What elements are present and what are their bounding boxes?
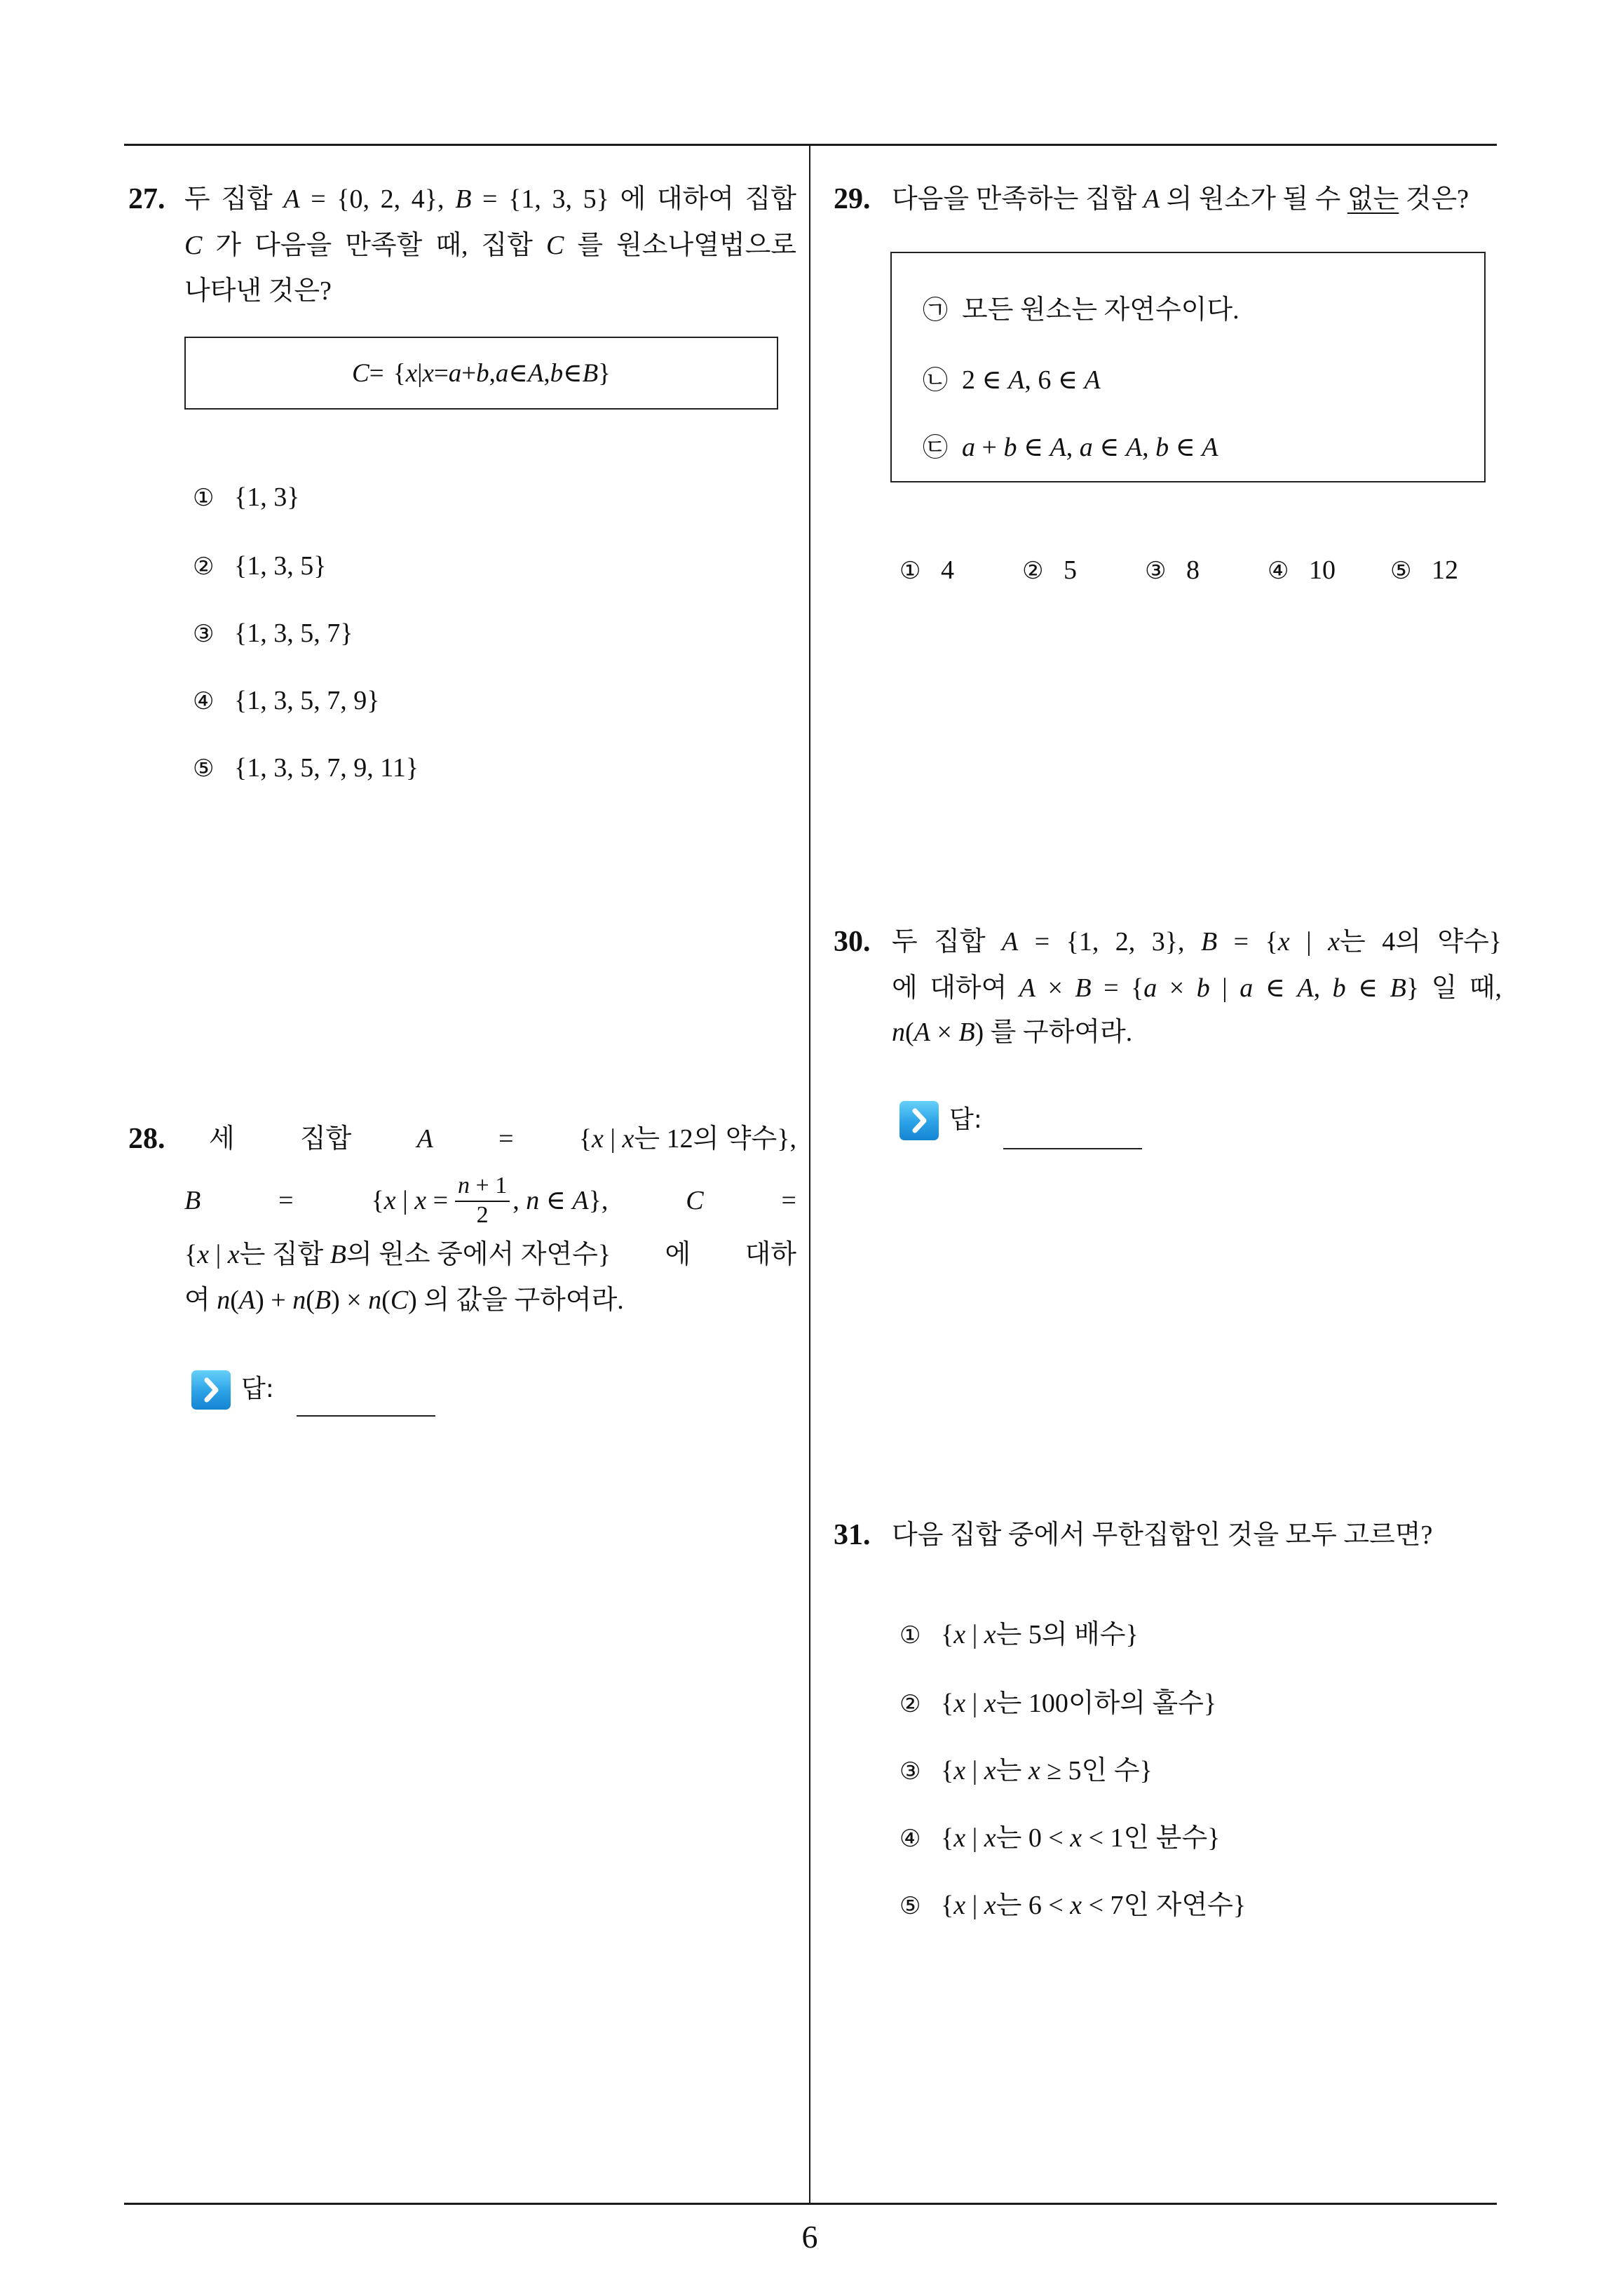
math-variable: A <box>1008 365 1025 395</box>
math-variable: x <box>414 1186 427 1215</box>
choice-number: ① <box>899 1621 921 1649</box>
choice-3 <box>1145 548 1200 593</box>
math-variable: n <box>526 1186 540 1215</box>
set-b-builder <box>372 1173 609 1229</box>
math-variable: x <box>953 1823 966 1853</box>
math-variable: x <box>953 1891 966 1920</box>
math-variable: x <box>1277 927 1290 957</box>
math-variable: a <box>962 433 975 462</box>
math-variable: B <box>1390 973 1406 1003</box>
question-number: 30. <box>834 926 871 958</box>
answer-label: 답: <box>241 1375 274 1403</box>
math-variable: b <box>1003 433 1017 462</box>
question-text-line-1: 두 집합 A = {1, 2, 3}, B = {x | x는 4의 약수} <box>892 927 1502 957</box>
choice-number: ② <box>1022 557 1044 585</box>
page-number: 6 <box>801 2219 818 2255</box>
math-variable: x <box>1070 1823 1082 1853</box>
math-variable: A <box>283 184 300 214</box>
question-text-line-1 <box>209 1116 796 1161</box>
math-variable: A <box>1202 433 1218 462</box>
math-variable: x <box>953 1689 966 1718</box>
choice-2 <box>193 543 326 588</box>
choice-1 <box>193 475 299 520</box>
math-variable: A <box>572 1186 589 1215</box>
choice-5 <box>1390 548 1458 593</box>
choice-1 <box>899 1612 1139 1657</box>
set-b-suffix: , n ∈ A}, <box>512 1186 609 1215</box>
choice-text: {1, 3, 5, 7} <box>234 619 353 648</box>
math-variable: n <box>892 1018 905 1047</box>
line-word <box>417 1116 433 1161</box>
math-variable: B <box>455 184 472 214</box>
equals-sign: = <box>278 1186 294 1215</box>
choice-text: {x | x는 0 < x < 1인 분수} <box>941 1823 1221 1853</box>
prompt-after: 것은? <box>1399 184 1469 214</box>
math-variable: A <box>238 1285 256 1315</box>
condition-text: a + b ∈ A, a ∈ A, b ∈ A <box>962 433 1218 462</box>
math-variable: x <box>984 1891 996 1920</box>
underlined-emphasis: 없는 <box>1347 184 1399 214</box>
bottom-rule <box>124 2203 1497 2205</box>
question-text: 다음 집합 중에서 무한집합인 것을 모두 고르면? <box>892 1520 1433 1550</box>
choice-number: ② <box>193 553 215 581</box>
math-variable: B <box>184 1186 201 1215</box>
line-word: 에 <box>665 1240 691 1269</box>
condition-box <box>184 337 778 410</box>
chevron-right-icon <box>191 1370 231 1410</box>
choice-number: ① <box>193 484 215 512</box>
math-variable: C <box>352 358 369 388</box>
prompt-before: 다음을 만족하는 집합 A 의 원소가 될 수 <box>892 184 1347 214</box>
math-variable: x <box>405 358 418 388</box>
line-word: 대하 <box>745 1240 796 1269</box>
math-variable: x <box>984 1823 996 1853</box>
choice-text: 4 <box>941 555 954 585</box>
math-variable: B <box>582 358 599 388</box>
line-word: 집합 <box>299 1124 352 1154</box>
math-variable: n <box>458 1173 470 1198</box>
math-variable: A <box>1125 433 1143 462</box>
choice-number: ⑤ <box>1390 557 1412 585</box>
question-text-line-3: n(A × B) 를 구하여라. <box>892 1018 1133 1047</box>
choice-5 <box>899 1883 1246 1928</box>
choice-number: ③ <box>1145 557 1167 585</box>
math-variable: x <box>1028 1756 1040 1785</box>
math-variable: C <box>686 1186 704 1215</box>
math-variable: b <box>476 358 489 388</box>
question-number: 27. <box>128 183 165 215</box>
math-variable: x <box>1070 1891 1082 1920</box>
choice-3 <box>193 611 353 656</box>
fraction <box>455 1173 510 1229</box>
choice-number: ② <box>899 1690 921 1718</box>
math-variable: b <box>1196 973 1210 1003</box>
answer-blank-line <box>297 1415 435 1417</box>
choice-text: {1, 3} <box>234 482 300 512</box>
line-word: = <box>498 1124 514 1154</box>
choice-4 <box>1268 548 1336 593</box>
question-text-line-2 <box>184 1169 796 1232</box>
equals-sign: = <box>781 1186 796 1215</box>
math-variable: x <box>383 1186 396 1215</box>
condition-text: 모든 원소는 자연수이다. <box>962 295 1240 325</box>
choice-text: {1, 3, 5, 7, 9} <box>234 686 380 715</box>
math-variable: a <box>495 358 509 388</box>
set-b-prefix: {x | x = <box>371 1186 449 1215</box>
math-variable: n <box>368 1285 382 1315</box>
math-variable: x <box>953 1620 966 1649</box>
question-number: 31. <box>834 1519 871 1551</box>
choice-text: 10 <box>1309 555 1336 585</box>
choice-number: ③ <box>899 1757 921 1785</box>
choice-text: {1, 3, 5} <box>234 551 327 581</box>
math-variable: b <box>1155 433 1169 462</box>
math-variable: C <box>184 231 203 260</box>
question-text <box>892 177 1469 222</box>
math-variable: x <box>622 1124 634 1154</box>
choice-2 <box>1022 548 1077 593</box>
math-variable: x <box>984 1689 996 1718</box>
question-text-line-2: 에 대하여 A × B = {a × b | a ∈ A, b ∈ B} 일 때, <box>892 973 1502 1003</box>
choice-number: ④ <box>193 687 215 715</box>
math-variable: x <box>197 1240 210 1269</box>
question-number: 28. <box>128 1123 165 1155</box>
choice-number: ⑤ <box>193 755 215 783</box>
math-variable: A <box>1084 365 1101 395</box>
math-variable: x <box>984 1756 996 1785</box>
choice-number: ⑤ <box>899 1892 921 1920</box>
choice-4 <box>193 678 379 723</box>
math-variable: x <box>227 1240 240 1269</box>
math-variable: a <box>1143 973 1157 1003</box>
line-word: 세 <box>209 1124 235 1154</box>
math-variable: A <box>914 1018 930 1047</box>
math-variable: B <box>330 1240 346 1269</box>
top-rule <box>124 144 1497 146</box>
math-variable: B <box>958 1018 975 1047</box>
math-variable: b <box>1332 973 1346 1003</box>
choice-2 <box>899 1681 1216 1726</box>
math-variable: x <box>592 1124 604 1154</box>
math-variable: x <box>984 1620 996 1649</box>
math-variable: n <box>217 1285 231 1315</box>
choice-number: ① <box>899 557 921 585</box>
choice-text: {x | x는 6 < x < 7인 자연수} <box>941 1891 1247 1920</box>
math-variable: b <box>550 358 564 388</box>
set-c-name <box>686 1178 703 1223</box>
question-text-line-3 <box>184 1232 796 1277</box>
choice-3 <box>899 1748 1153 1793</box>
math-variable: B <box>1200 927 1218 957</box>
math-variable: a <box>1079 433 1093 462</box>
math-variable: C <box>390 1285 409 1315</box>
math-variable: A <box>527 358 544 388</box>
fraction-numerator: n + 1 <box>455 1173 510 1202</box>
question-number: 29. <box>834 183 871 215</box>
answer-marker-icon <box>899 1101 939 1140</box>
condition-marker: ㉢ <box>923 433 949 462</box>
condition-marker: ㉠ <box>923 296 949 325</box>
math-variable: C <box>545 231 564 260</box>
math-variable: A <box>1050 433 1066 462</box>
column-divider <box>809 144 810 2203</box>
set-a-definition: {x | x는 12의 약수}, <box>578 1124 796 1154</box>
choice-text: 8 <box>1186 555 1200 585</box>
math-variable: x <box>422 358 434 388</box>
answer-marker-icon <box>191 1370 231 1410</box>
condition-2 <box>923 358 1101 403</box>
choice-1 <box>899 548 954 593</box>
math-variable: B <box>1075 973 1092 1003</box>
math-variable: A <box>1019 973 1036 1003</box>
math-variable: A <box>1143 184 1160 214</box>
answer-label: 답: <box>949 1105 982 1134</box>
choice-number: ④ <box>899 1825 921 1853</box>
condition-marker: ㉡ <box>923 366 949 395</box>
choice-text: 5 <box>1064 555 1077 585</box>
choice-5 <box>193 745 419 790</box>
choice-number: ③ <box>193 620 215 648</box>
choice-text: 12 <box>1432 555 1458 585</box>
question-text-line-1: 두 집합 A = {0, 2, 4}, B = {1, 3, 5} 에 대하여 집합 <box>184 184 796 214</box>
choice-text: {x | x는 100이하의 홀수} <box>941 1689 1217 1718</box>
math-variable: A <box>1002 927 1019 957</box>
condition-1 <box>923 288 1240 332</box>
math-variable: x <box>1328 927 1340 957</box>
math-variable: n <box>292 1285 306 1315</box>
choice-4 <box>899 1816 1220 1861</box>
math-variable: x <box>953 1756 966 1785</box>
answer-blank-line <box>1003 1148 1142 1149</box>
choice-text: {x | x는 x ≥ 5인 수} <box>941 1756 1153 1785</box>
condition-text: 2 ∈ A, 6 ∈ A <box>962 365 1101 395</box>
math-variable: a <box>1240 973 1254 1003</box>
condition-3 <box>923 425 1218 470</box>
fraction-denominator: 2 <box>476 1202 489 1228</box>
math-variable: B <box>314 1285 332 1315</box>
question-text-line-2: C 가 다음을 만족할 때, 집합 C 를 원소나열법으로 <box>184 231 796 260</box>
set-b-name <box>184 1178 201 1223</box>
math-variable: A <box>1297 973 1314 1003</box>
choice-text: {1, 3, 5, 7, 9, 11} <box>234 753 419 783</box>
question-text-line-4: 여 n(A) + n(B) × n(C) 의 값을 구하여라. <box>184 1285 624 1315</box>
math-variable: a <box>448 358 462 388</box>
set-c-definition: {x | x는 집합 B의 원소 중에서 자연수} <box>184 1240 611 1269</box>
choice-number: ④ <box>1268 557 1289 585</box>
chevron-right-icon <box>899 1101 939 1140</box>
choice-text: {x | x는 5의 배수} <box>941 1620 1139 1649</box>
question-text-line-3: 나타낸 것은? <box>184 276 332 306</box>
math-variable: A <box>416 1124 433 1154</box>
set-c-definition: C = { x | x = a + b , a ∈ A , b ∈ B } <box>352 358 611 388</box>
